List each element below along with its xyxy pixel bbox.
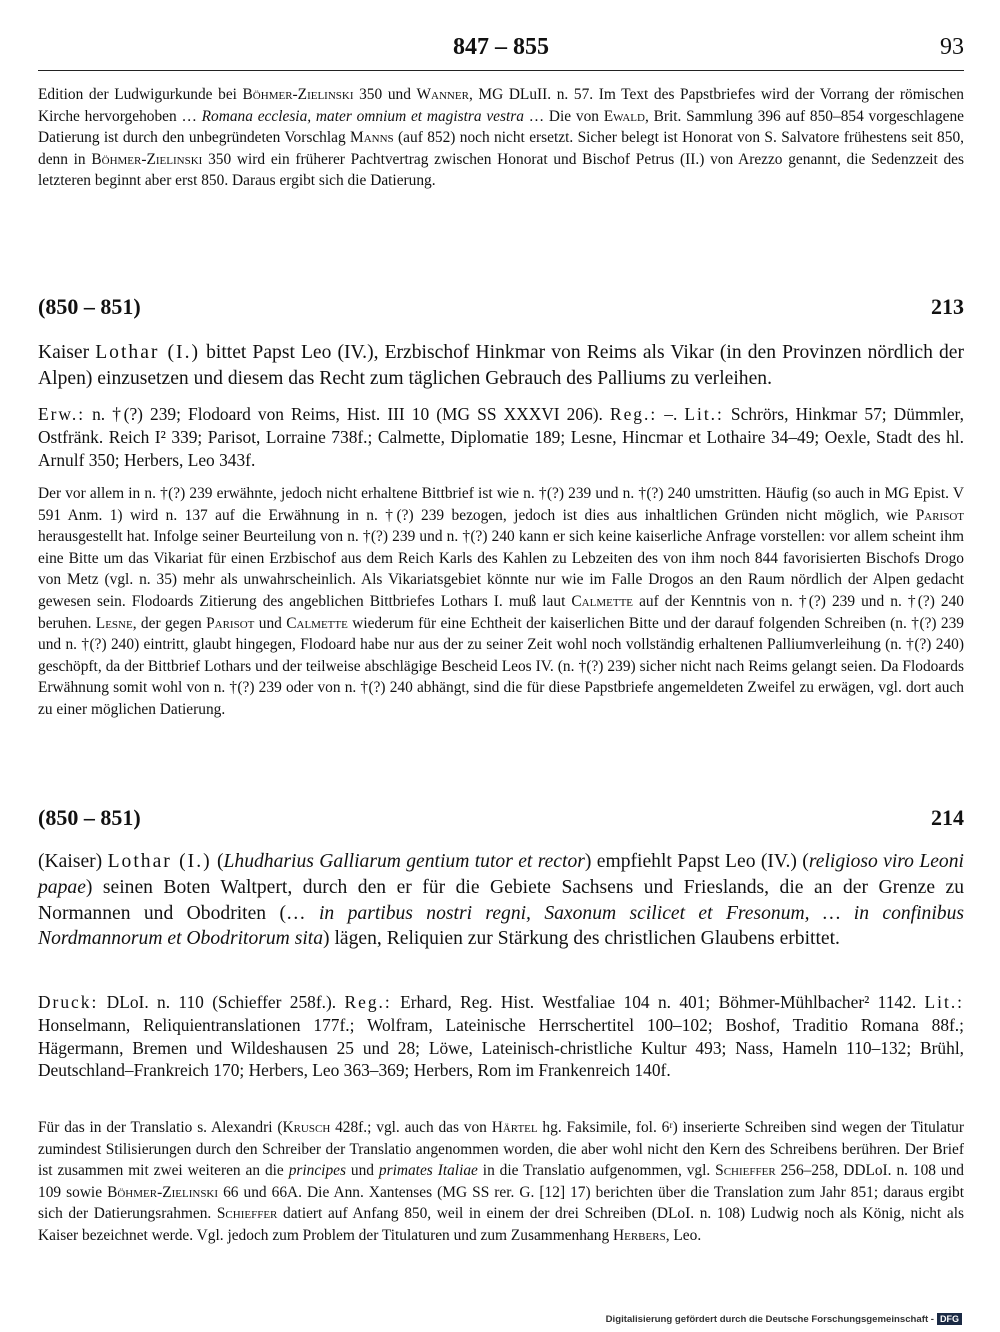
entry-213-references xyxy=(38,403,964,471)
running-header xyxy=(38,34,964,72)
text-run: 66 und 66A. Die Ann. Xantenses (MG SS rer. G. [12] 17) berichten über die Translation zum Jahr 851; daraus ergibt sich der Datierungsrahmen. xyxy=(38,1183,964,1223)
text-run: (Kaiser) xyxy=(38,851,108,872)
latin-term: primates Italiae xyxy=(378,1162,478,1180)
text-run: Der vor allem in n. †(?) 239 erwähnte, jedoch nicht erhaltene Bittbrief ist wie n. †(?) 239 und n. †(?) 240 umstritten. Häufig (so auch in MG Epist. V 591 Anm. 1) wird n. 137 auf die Erwähnung in n. †(?) 239 bezogen, jedoch ist dies aus inhaltlichen Gründen nicht möglich, wie xyxy=(38,485,964,524)
text-run: Kaiser xyxy=(38,342,96,363)
entry-213-regest xyxy=(38,340,964,392)
text-run: , der gegen xyxy=(132,614,207,632)
ref-label: Reg.: xyxy=(609,404,658,424)
text-run: hg. Faksimile, fol. 6ʳ) inserierte Schreiben sind wegen der Titulatur zumindest Stilisierungen durch den Schreiber der Translatio angenommen worden, die aber wohl nicht den Kern des Schreibens berühren. Der Brief ist zusammen mit zwei weiteren an die xyxy=(38,1119,964,1180)
text-run: Schrörs, Hinkmar 57; Dümmler, Ostfränk. Reich I² 339; Parisot, Lorraine 738f.; Calmette, Diplomatie 189; Lesne, Hincmar et Lothaire 34–49; Oexle, Stadt des hl. Arnulf 350; Herbers, Leo 343f. xyxy=(38,404,964,470)
author-name: Calmette xyxy=(286,614,348,632)
entry-213-commentary xyxy=(38,483,964,721)
latin-quote: religioso viro Leoni papae xyxy=(38,851,964,898)
intro-commentary xyxy=(38,84,964,192)
latin-quote: Romana ecclesia, mater omnium et magistra vestra xyxy=(201,107,524,125)
author-name: Krusch xyxy=(282,1119,331,1136)
text-run: … Die von xyxy=(523,107,604,125)
text-run: und xyxy=(345,1162,379,1180)
author-name: Schieffer xyxy=(715,1162,776,1180)
author-name: Schieffer xyxy=(216,1205,278,1223)
text-run: 256–258, DDLoI. n. 108 und 109 sowie xyxy=(38,1162,965,1201)
text-run: 350 und xyxy=(353,86,417,103)
latin-quote: Lhudharius Galliarum gentium tutor et rector xyxy=(223,851,585,872)
text-run: , Brit. Sammlung 396 auf 850–854 vorgeschlagene Datierung ist durch den unbegründeten Vorschlag xyxy=(38,107,964,147)
author-name: Ewald xyxy=(603,107,645,125)
entry-214-references xyxy=(38,991,964,1082)
ref-label: Lit.: xyxy=(684,404,724,424)
running-header-range: 847 – 855 xyxy=(453,34,549,60)
text-run: 428f.; vgl. auch das von xyxy=(330,1119,492,1136)
text-run: ( xyxy=(211,851,224,872)
author-name: Parisot xyxy=(915,506,964,524)
text-run: ) seinen Boten Waltpert, durch den er für die Gebiete Sachsens und Frieslands, die an der Grenze zu Normannen und Obodriten (… xyxy=(38,876,964,924)
text-run: bittet Papst Leo (IV.), Erzbischof Hinkmar von Reims als Vikar (in den Provinzen nördlich der Alpen) einzusetzen und diesem das Recht zum täglichen Gebrauch des Palliums zu verleihen. xyxy=(38,342,964,389)
ref-label: Lit.: xyxy=(924,992,964,1012)
footer-text: Digitalisierung gefördert durch die Deutsche Forschungsgemeinschaft - xyxy=(605,1313,934,1325)
author-name: Calmette xyxy=(571,592,634,610)
text-run: und xyxy=(254,614,287,632)
ref-label: Reg.: xyxy=(344,992,392,1012)
header-rule xyxy=(38,70,964,71)
entry-214-regest xyxy=(38,849,964,952)
author-name: Parisot xyxy=(206,614,255,632)
text-run: ) empfiehlt Papst Leo (IV.) ( xyxy=(584,851,809,872)
author-name: Böhmer-Zielinski xyxy=(107,1183,219,1201)
text-run: , MG DLuII. n. 57. Im Text des Papstbriefes wird der Vorrang der römischen Kirche hervorgehoben … xyxy=(38,86,964,125)
text-run: (auf 852) noch nicht ersetzt. Sicher belegt ist Honorat von S. Salvatore frühestens seit 850, denn in xyxy=(38,129,964,168)
text-run: Honselmann, Reliquientranslationen 177f.; Wolfram, Lateinische Herrschertitel 100–102; Boshof, Traditio Romana 88f.; Hägermann, Bremen und Wildeshausen 25 und 28; Löwe, Lateinisch-christliche Kultur 493; Nass, Hameln 110–132; Brühl, Deutschland–Frankreich 170; Herbers, Leo 363–369; Herbers, Rom im Frankenreich 140f. xyxy=(38,1014,964,1081)
author-name: Böhmer-Zielinski xyxy=(242,86,354,103)
entry-number: 214 xyxy=(931,805,964,830)
author-name: Böhmer-Zielinski xyxy=(91,150,203,168)
author-name: Manns xyxy=(350,129,394,147)
entry-214-heading xyxy=(38,805,964,835)
text-run: wiederum für eine Echtheit der kaiserlichen Bitte und der darauf folgenden Schreiben (n. †(?) 239 und n. †(?) 240) eintritt, glaubt hingegen, Flodoard habe nur aus der zu seiner Zeit wohl noch vollständig erhaltenen Palliumverleihung (n. †(?) 240) geschöpft, da der Bittbrief Lothars und der teilweise abschlägige Bescheid Leos IV. (n. †(?) 239) sicher nicht nach Reims gelangt seien. Da Flodoards Erwähnung somit wohl von n. †(?) 239 oder von n. †(?) 240 abhängt, sind die für diese Papstbriefe angemeldeten Zweifel zu erwägen, vgl. dort auch zu einer möglichen Datierung. xyxy=(38,614,965,718)
text-run: –. xyxy=(657,404,685,424)
text-run: n. †(?) 239; Flodoard von Reims, Hist. III 10 (MG SS XXXVI 206). xyxy=(85,404,610,424)
text-run: DLoI. n. 110 (Schieffer 258f.). xyxy=(98,992,345,1012)
author-name: Herbers xyxy=(613,1226,666,1244)
author-name: Lesne xyxy=(95,614,133,632)
ref-label: Erw.: xyxy=(38,404,86,424)
ref-label: Druck: xyxy=(38,992,99,1012)
entry-date: (850 – 851) xyxy=(38,294,141,319)
ruler-name: Lothar (I.) xyxy=(107,851,212,872)
text-run: Für das in der Translatio s. Alexandri ( xyxy=(38,1119,283,1136)
author-name: Wanner xyxy=(416,86,469,103)
entry-213-heading xyxy=(38,294,964,324)
latin-term: principes xyxy=(288,1162,346,1180)
text-run: datiert auf Anfang 850, weil in einem der drei Schreiben (DLoI. n. 108) Ludwig noch als König, nicht als Kaiser bezeichnet werde. Vgl. jedoch zum Problem der Titulaturen und zum Zusammenhang xyxy=(38,1205,964,1244)
text-run: in die Translatio aufgenommen, vgl. xyxy=(477,1162,716,1180)
dfg-logo: DFG xyxy=(937,1313,962,1325)
text-run: auf der Kenntnis von n. †(?) 239 und n. †(?) 240 beruhen. xyxy=(38,592,964,632)
entry-number: 213 xyxy=(931,294,964,319)
text-run: ) lägen, Reliquien zur Stärkung des christlichen Glaubens erbittet. xyxy=(323,928,840,950)
entry-214-commentary xyxy=(38,1117,964,1247)
text-run: Erhard, Reg. Hist. Westfaliae 104 n. 401; Böhmer-Mühlbacher² 1142. xyxy=(391,992,925,1012)
entry-date: (850 – 851) xyxy=(38,805,141,830)
author-name: Härtel xyxy=(491,1119,538,1136)
latin-quote: in partibus nostri regni, Saxonum scilicet et Fresonum, … in confinibus Nordmannorum et Obodritorum sita xyxy=(38,902,965,950)
text-run: herausgestellt hat. Infolge seiner Beurteilung von n. †(?) 239 und n. †(?) 240 kann er sich keine kaiserliche Anfrage vorstellen: vor allem scheint ihm eine Bitte um das Vikariat für einen Erzbischof aus dem Reich Karls des Kahlen zu Lebzeiten des von ihm noch 844 favorisierten Bischofs Drogo von Metz (vgl. n. 35) mehr als unwahrscheinlich. Als Vikariatsgebiet könnte nur wie im Falle Drogos an den Raum nördlich der Alpen gedacht gewesen sein. Flodoards Zitierung des angeblichen Bittbriefes Lothars I. muß laut xyxy=(38,528,964,610)
ruler-name: Lothar (I.) xyxy=(95,342,200,363)
digitization-footer xyxy=(606,1313,962,1325)
page-number: 93 xyxy=(940,34,964,60)
text-run: Edition der Ludwigurkunde bei xyxy=(38,86,243,103)
text-run: , Leo. xyxy=(665,1226,702,1244)
text-run: 350 wird ein früherer Pachtvertrag zwischen Honorat und Bischof Petrus (II.) von Arezzo genannt, die Sedenzzeit des letzteren beginnt aber erst 850. Daraus ergibt sich die Datierung. xyxy=(38,150,964,190)
